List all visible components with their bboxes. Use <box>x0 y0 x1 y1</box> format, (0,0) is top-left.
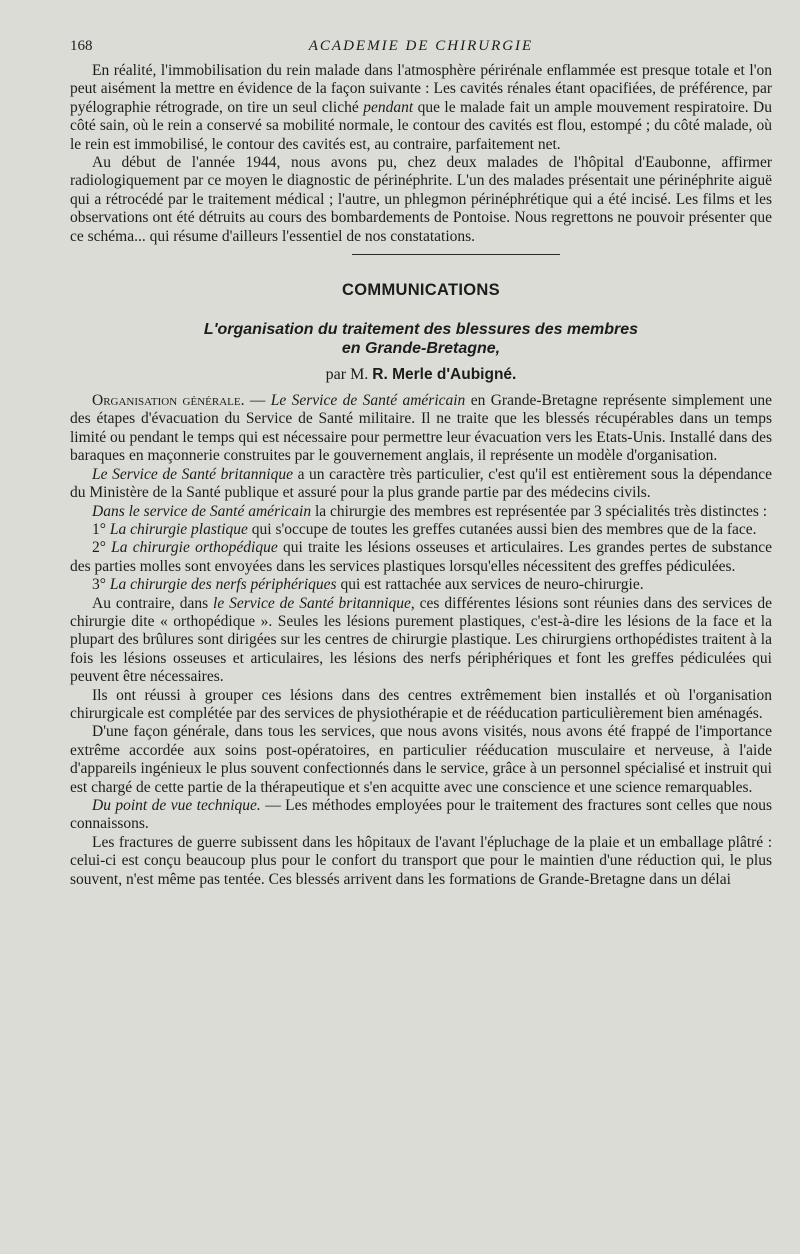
text-run: qui s'occupe de toutes les greffes cutanées aussi bien des membres que de la face. <box>247 520 757 538</box>
emphasis: Dans le service de Santé américain <box>92 502 312 520</box>
list-item-specialty-3 <box>70 576 772 594</box>
text-run: — <box>244 392 271 410</box>
article-title <box>70 320 772 358</box>
emphasis: pendant <box>363 98 414 116</box>
text-run: Au contraire, dans <box>92 594 214 612</box>
byline <box>70 366 772 384</box>
list-item-specialty-2 <box>70 539 772 576</box>
article-title-line-1: L'organisation du traitement des blessures des membres <box>203 321 639 339</box>
list-item-specialty-1 <box>70 521 772 539</box>
author-name: R. Merle d'Aubigné. <box>372 366 517 384</box>
byline-prefix: par M. <box>325 366 373 384</box>
intro-paragraph-1 <box>70 62 772 154</box>
text-run: en Grande-Bretagne représente simplement une des étapes d'évacuation du Service de Santé militaire. Il ne traite que les blessés récupérables dans un temps limité ou pendant le temps qui est nécessaire pour permettre leur évacuation vers les Etats-Unis. Installé dans des baraques en maçonnerie construites par le gouvernement anglais, il représente un modèle d'organisation. <box>70 392 772 465</box>
section-heading: COMMUNICATIONS <box>342 281 500 300</box>
list-number: 3° <box>92 576 110 594</box>
running-head <box>70 38 772 62</box>
paragraph-british-service <box>70 466 772 503</box>
journal-title: ACADEMIE DE CHIRURGIE <box>308 38 534 54</box>
list-number: 2° <box>92 539 112 557</box>
paragraph-technique <box>70 797 772 834</box>
text-run: a un caractère très particulier, c'est qu'il est entièrement sous la dépendance du Ministère de la Santé publique et assuré pour la plus grande partie par des médecins civils. <box>70 465 772 502</box>
run-in-heading: Organisation générale. <box>92 392 245 410</box>
page-number: 168 <box>70 38 93 54</box>
paragraph-general-remarks: D'une façon générale, dans tous les services, que nous avons visités, nous avons été frappé de l'importance extrême accordée aux soins post-opératoires, en particulier rééducation musculaire et nerveuse, à l'aide d'appareils ingénieux le plus souvent confectionnés dans le service, grâce à un personnel spécialisé et instruit qui est chargé de cette partie de la thérapeutique et s'en acquitte avec une conscience et une science remarquables. <box>70 723 772 796</box>
list-number: 1° <box>92 520 110 538</box>
text-run: En réalité, l'immobilisation du rein malade dans l'atmosphère périrénale enflammée est presque totale et l'on peut aisément la mettre en évidence de la façon suivante : Les cavités rénales étant opacifiées, de préférence, par pyélographie rétrograde, on tire un seul cliché <box>70 62 772 116</box>
paragraph-contrary <box>70 595 772 687</box>
text-run: que le malade fait un ample mouvement respiratoire. Du côté sain, où le rein a conservé sa mobilité normale, le contour des cavités est flou, estompé ; du côté malade, où le rein est immobilisé, le contour des cavités est, au contraire, parfaitement net. <box>70 98 773 153</box>
paragraph-success: Ils ont réussi à grouper ces lésions dans des centres extrêmement bien installés et où l'organisation chirurgicale est complétée par des services de physiothérapie et de rééducation particulièrement bien aménagés. <box>70 686 772 722</box>
text-run: , ces différentes lésions sont réunies dans des services de chirurgie dite « orthopédique ». Seules les lésions purement plastiques, c'est-à-dire les lésions de la face et la plupart des brûlures sont dirigées sur les centres de chirurgie plastique. Les chirurgiens orthopédistes traitent à la fois les lésions osseuses et articulaires, les lésions des nerfs périphériques et font les greffes pédiculées qui peuvent être nécessaires. <box>70 594 772 686</box>
text-run: — Les méthodes employées pour le traitement des fractures sont celles que nous connaissons. <box>70 797 773 833</box>
paragraph-war-fractures: Les fractures de guerre subissent dans les hôpitaux de l'avant l'épluchage de la plaie et un emballage plâtré : celui-ci est conçu beaucoup plus pour le confort du transport que pour le maintien d'une réduction qui, le plus souvent, n'est même pas tentée. Ces blessés arrivent dans les formations de Grande-Bretagne dans un délai <box>70 833 772 888</box>
text-run: qui traite les lésions osseuses et articulaires. Les grandes pertes de substance des parties molles sont envoyées dans les services plastiques lorsqu'elles nécessitent des greffes pédiculées. <box>70 539 772 575</box>
emphasis: Le Service de Santé américain <box>270 392 466 410</box>
section-divider <box>352 254 560 255</box>
emphasis: La chirurgie orthopédique <box>111 539 278 557</box>
emphasis: La chirurgie des nerfs périphériques <box>109 576 337 594</box>
paragraph-general-organization <box>70 392 772 466</box>
intro-paragraph-2: Au début de l'année 1944, nous avons pu, chez deux malades de l'hôpital d'Eaubonne, affirmer radiologiquement par ce moyen le diagnostic de périnéphrite. L'un des malades présentait une périnéphrite aiguë qui a rétrocédé par le traitement médical ; l'autre, un phlegmon périnéphrétique qui a été incisé. Les films et les observations ont été détruits au cours des bombardements de Pontoise. Nous regrettons ne pouvoir présenter que ce schéma... qui résume d'ailleurs l'essentiel de nos constatations. <box>70 154 772 245</box>
emphasis: le Service de Santé britannique <box>213 594 411 612</box>
article-title-line-2: en Grande-Bretagne, <box>341 340 501 358</box>
emphasis: La chirurgie plastique <box>109 520 248 538</box>
emphasis: Le Service de Santé britannique <box>92 465 293 483</box>
text-run: qui est rattachée aux services de neuro-chirurgie. <box>336 576 644 594</box>
emphasis: Du point de vue technique. <box>92 797 261 814</box>
paragraph-american-service <box>70 503 772 521</box>
text-run: la chirurgie des membres est représentée par 3 spécialités très distinctes : <box>311 502 768 520</box>
